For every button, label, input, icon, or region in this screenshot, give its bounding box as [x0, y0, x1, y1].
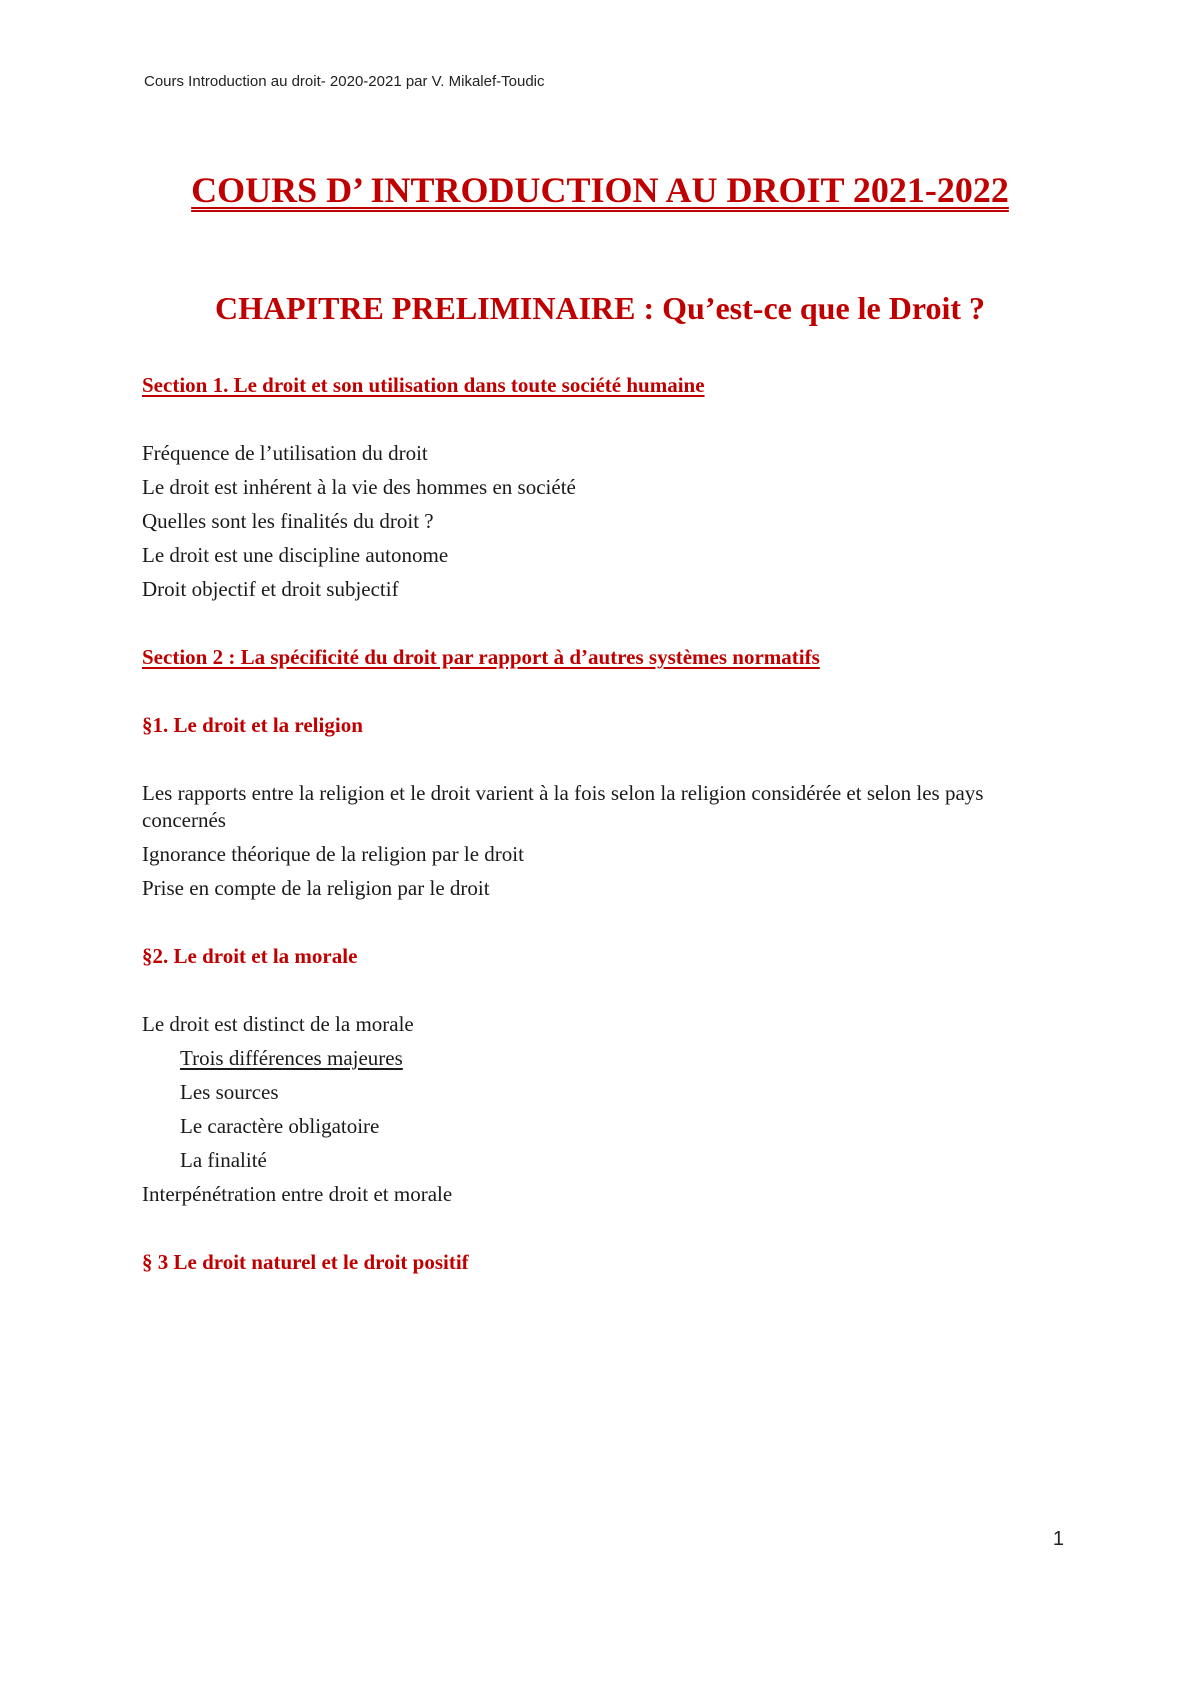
paragraph-2-heading: §2. Le droit et la morale — [142, 944, 358, 968]
paragraph-1-item: Prise en compte de la religion par le droit — [142, 876, 490, 900]
spacer — [142, 606, 1072, 640]
section-2-heading: Section 2 : La spécificité du droit par rapport à d’autres systèmes normatifs — [142, 645, 820, 669]
spacer — [142, 674, 1072, 708]
paragraph-2-intro: Le droit est distinct de la morale — [142, 1012, 414, 1036]
paragraph-2-subitem: Le caractère obligatoire — [180, 1114, 380, 1138]
paragraph-3-heading: § 3 Le droit naturel et le droit positif — [142, 1250, 469, 1274]
paragraph-1-heading: §1. Le droit et la religion — [142, 713, 363, 737]
section-1-item: Le droit est une discipline autonome — [142, 543, 449, 567]
paragraph-2-subheading-text: Trois différences majeures — [180, 1046, 403, 1070]
section-1-item: Le droit est inhérent à la vie des hommes en société — [142, 475, 576, 499]
paragraph-2-subitem: Les sources — [180, 1080, 279, 1104]
chapter-title: CHAPITRE PRELIMINAIRE : Qu’est-ce que le Droit ? — [214, 290, 986, 326]
section-1-heading: Section 1. Le droit et son utilisation dans toute société humaine — [142, 373, 705, 397]
spacer — [142, 973, 1072, 1007]
section-1-item: Quelles sont les finalités du droit ? — [142, 509, 434, 533]
running-header: Cours Introduction au droit- 2020-2021 par V. Mikalef-Toudic — [144, 73, 545, 90]
paragraph-1-item: Les rapports entre la religion et le droit varient à la fois selon la religion considérée et selon les pays concernés — [142, 781, 984, 832]
spacer — [142, 1211, 1072, 1245]
document-body — [142, 368, 1072, 1279]
spacer — [142, 742, 1072, 776]
section-1-item: Droit objectif et droit subjectif — [142, 577, 399, 601]
paragraph-2-subitem: La finalité — [180, 1148, 267, 1172]
document-title-text: COURS D’ INTRODUCTION AU DROIT 2021-2022 — [191, 170, 1009, 210]
paragraph-2-subheading — [142, 1041, 1072, 1075]
page-number: 1 — [1052, 1528, 1064, 1550]
section-1-item: Fréquence de l’utilisation du droit — [142, 441, 428, 465]
spacer — [142, 402, 1072, 436]
document-title — [0, 168, 1200, 212]
spacer — [142, 905, 1072, 939]
paragraph-2-outro: Interpénétration entre droit et morale — [142, 1182, 453, 1206]
paragraph-1-item: Ignorance théorique de la religion par le droit — [142, 842, 524, 866]
